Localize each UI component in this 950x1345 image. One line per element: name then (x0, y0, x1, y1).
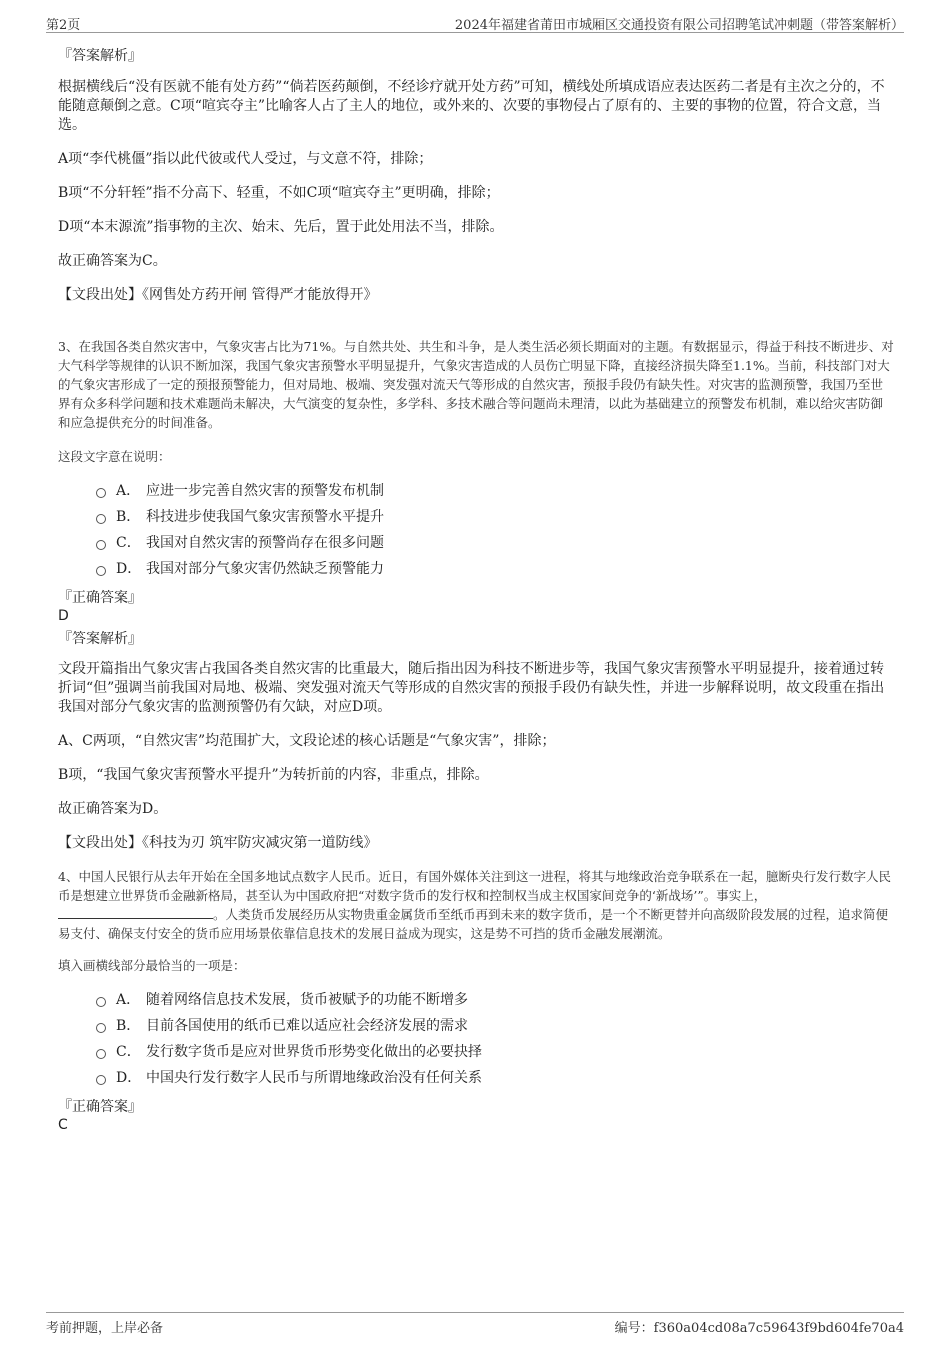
q3-conclusion: 故正确答案为D。 (58, 801, 168, 817)
page-header (46, 14, 904, 33)
radio-button-icon[interactable] (96, 488, 106, 498)
q3-options (58, 478, 894, 582)
q3-option-b[interactable]: B． 科技进步使我国气象灾害预警水平提升 (96, 504, 894, 530)
fill-in-blank (58, 905, 213, 919)
q4-text: 4、中国人民银行从去年开始在全国多地试点数字人民币。近日，有国外媒体关注到这一进程，将其与地缘政治竞争联系在一起，臆断央行发行数字人民币是想建立世界货币金融新格局，甚至认为中国政府把“对数字货币的发行权和控制权当成主权国家间竞争的‘新战场’”。事实上，。人类货币发展经历从实物贵重金属货币至纸币再到未来的数字货币，是一个不断更替并向高级阶段发展的过程，追求简便易支付、确保支付安全的货币应用场景依靠信息技术的发展日益成为现实，这是势不可挡的货币金融发展潮流。 (58, 869, 891, 941)
radio-button-icon[interactable] (96, 1075, 106, 1085)
q3-answer: D (58, 608, 69, 624)
radio-button-icon[interactable] (96, 540, 106, 550)
q2-option-d-note: D项“本末源流”指事物的主次、始末、先后，置于此处用法不当，排除。 (58, 219, 504, 235)
radio-button-icon[interactable] (96, 514, 106, 524)
radio-button-icon[interactable] (96, 997, 106, 1007)
q4-options (58, 987, 894, 1091)
q2-option-b-note: B项“不分轩轾”指不分高下、轻重，不如C项“喧宾夺主”更明确，排除； (58, 185, 500, 201)
q2-option-a-note: A项“李代桃僵”指以此代彼或代人受过，与文意不符，排除； (58, 151, 433, 167)
q3-option-d[interactable]: D． 我国对部分气象灾害仍然缺乏预警能力 (96, 556, 894, 582)
q3-analysis-label: 『答案解析』 (58, 631, 142, 647)
q4-option-c[interactable]: C． 发行数字货币是应对世界货币形势变化做出的必要抉择 (96, 1039, 894, 1065)
q4-answer: C (58, 1117, 68, 1133)
q2-analysis-label: 『答案解析』 (58, 48, 142, 64)
document-id: 编号：f360a04cd08a7c59643f9bd604fe70a4 (614, 1321, 904, 1336)
page-content (58, 46, 894, 1134)
q3-option-c[interactable]: C． 我国对自然灾害的预警尚存在很多问题 (96, 530, 894, 556)
radio-button-icon[interactable] (96, 566, 106, 576)
q3-option-b-note: B项，“我国气象灾害预警水平提升”为转折前的内容，非重点，排除。 (58, 767, 489, 783)
q4-option-b[interactable]: B． 目前各国使用的纸币已难以适应社会经济发展的需求 (96, 1013, 894, 1039)
q3-answer-label: 『正确答案』 (58, 590, 142, 606)
q2-analysis: 根据横线后“没有医就不能有处方药”“倘若医药颠倒，不经诊疗就开处方药”可知，横线处所填成语应表达医药二者是有主次之分的，不能随意颠倒之意。C项“喧宾夺主”比喻客人占了主人的地位，或外来的、次要的事物侵占了原有的、主要的事物的位置，符合文意，当选。 (58, 79, 885, 133)
footer-slogan: 考前押题，上岸必备 (46, 1321, 164, 1336)
q3-analysis: 文段开篇指出气象灾害占我国各类自然灾害的比重最大，随后指出因为科技不断进步等，我国气象灾害预警水平明显提升，接着通过转折词“但”强调当前我国对局地、极端、突发强对流天气等形成的自然灾害的预报手段仍有缺失性，并进一步解释说明，故文段重在指出我国对部分气象灾害的监测预警仍有欠缺，对应D项。 (58, 661, 885, 715)
q3-prompt: 这段文字意在说明： (58, 449, 171, 464)
q2-source: 【文段出处】《网售处方药开闸 管得严才能放得开》 (58, 287, 378, 303)
page-footer (46, 1312, 904, 1336)
q4-prompt: 填入画横线部分最恰当的一项是： (58, 958, 246, 973)
q4-option-a[interactable]: A． 随着网络信息技术发展，货币被赋予的功能不断增多 (96, 987, 894, 1013)
radio-button-icon[interactable] (96, 1023, 106, 1033)
q3-source: 【文段出处】《科技为刃 筑牢防灾减灾第一道防线》 (58, 835, 378, 851)
q2-conclusion: 故正确答案为C。 (58, 253, 167, 269)
q3-option-ac-note: A、C两项，“自然灾害”均范围扩大，文段论述的核心话题是“气象灾害”，排除； (58, 733, 556, 749)
page-number: 第2页 (46, 18, 81, 33)
q4-answer-label: 『正确答案』 (58, 1099, 142, 1115)
document-title: 2024年福建省莆田市城厢区交通投资有限公司招聘笔试冲刺题（带答案解析） (454, 18, 904, 33)
q4-option-d[interactable]: D． 中国央行发行数字人民币与所谓地缘政治没有任何关系 (96, 1065, 894, 1091)
q3-text: 3、在我国各类自然灾害中，气象灾害占比为71%。与自然共处、共生和斗争，是人类生活必须长期面对的主题。有数据显示，得益于科技不断进步、对大气科学等规律的认识不断加深，我国气象灾害预警水平明显提升，气象灾害造成的人员伤亡明显下降，直接经济损失降至1.1%。当前，科技部门对大的气象灾害形成了一定的预报预警能力，但对局地、极端、突发强对流天气等形成的自然灾害，预报手段仍有缺失性。对灾害的监测预警，我国乃至世界有众多科学问题和技术难题尚未解决，大气演变的复杂性，多学科、多技术融合等问题尚未理清，以此为基础建立的预警发布机制，难以给灾害防御和应急提供充分的时间准备。 (58, 339, 894, 430)
q3-option-a[interactable]: A． 应进一步完善自然灾害的预警发布机制 (96, 478, 894, 504)
radio-button-icon[interactable] (96, 1049, 106, 1059)
